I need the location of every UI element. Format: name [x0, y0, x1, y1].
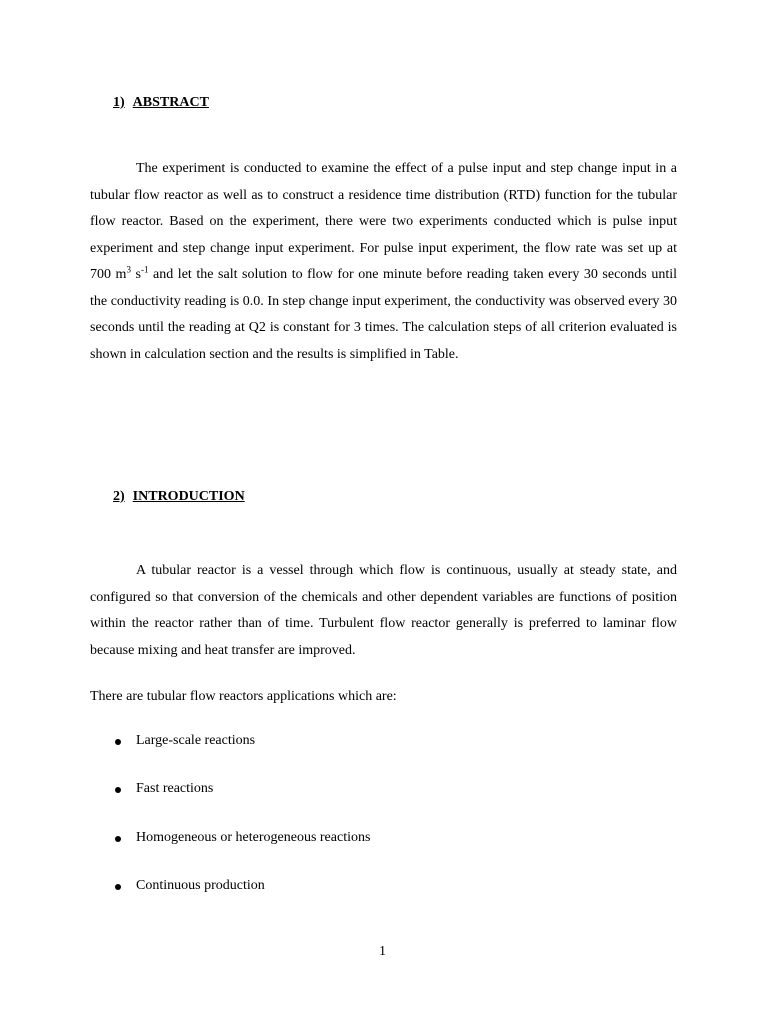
document-page: 1) ABSTRACT The experiment is conducted to examine the effect of a pulse input and step change input in a tubular flow reactor as well as to construct a residence time distribution (RTD) function for the tubular flow reactor. Based on the experiment, there were two experiments conducted which is pulse input experiment and step change input experiment. For pulse input experiment, the flow rate was set up at 700 $m^3$ $s^{-1}$ and let the salt solution to flow for one minute before reading taken every 30 seconds until the conductivity reading is 0.0. In step change input experiment, the conductivity was observed every 30 seconds until the reading at Q2 is constant for 3 times. The calculation steps of all criterion evaluated is shown in calculation section and the results is simplified in Table. 2) INTRODUCTION A tubular reactor is a vessel through which flow is continuous, usually at steady state, and configured so that conversion of the chemicals and other dependent variables are functions of position within the reactor rather than of time. Turbulent flow reactor generally is preferred to laminar flow because mixing and heat transfer are improved. There are tubular flow reactors applications which are: Large-scale reactions Fast reactions Homogeneous or heterogeneous reactions Continuous production 1	[90, 95, 677, 959]
bullet-icon	[115, 884, 121, 890]
abstract-text-part1: The experiment is conducted to examine the effect of a pulse input and step change input in a tubular flow reactor as well as to construct a residence time distribution (RTD) function for the tubular flow reactor. Based on the experiment, there were two experiments conducted which is pulse input experiment and step change input experiment. For pulse input experiment, the flow rate was set up at 700 m	[90, 161, 677, 282]
abstract-paragraph	[90, 156, 677, 368]
bullet-icon	[115, 787, 121, 793]
introduction-heading	[113, 489, 245, 505]
page-number: 1	[379, 944, 386, 959]
introduction-heading-number: 2)	[113, 489, 125, 504]
applications-intro: There are tubular flow reactors applications which are:	[90, 689, 397, 704]
introduction-text: A tubular reactor is a vessel through which flow is continuous, usually at steady state, and configured so that conversion of the chemicals and other dependent variables are functions of position within the reactor rather than of time. Turbulent flow reactor generally is preferred to laminar flow because mixing and heat transfer are improved.	[90, 563, 677, 658]
abstract-heading-number: 1)	[113, 95, 125, 110]
abstract-text-part2: and let the salt solution to flow for one minute before reading taken every 30 seconds until the conductivity reading is 0.0. In step change input experiment, the conductivity was observed every 30 seconds until the reading at Q2 is constant for 3 times. The calculation steps of all criterion evaluated is shown in calculation section and the results is simplified in Table.	[90, 267, 677, 362]
abstract-heading-title: ABSTRACT	[132, 95, 209, 110]
bullet-icon	[115, 836, 121, 842]
abstract-unit-s: s	[130, 267, 141, 282]
bullet-icon	[115, 739, 121, 745]
abstract-sup-cubed: 3	[126, 264, 131, 275]
abstract-heading	[113, 95, 209, 111]
abstract-sup-inverse: -1	[140, 264, 149, 275]
introduction-paragraph	[90, 558, 677, 664]
introduction-heading-title: INTRODUCTION	[132, 489, 245, 504]
